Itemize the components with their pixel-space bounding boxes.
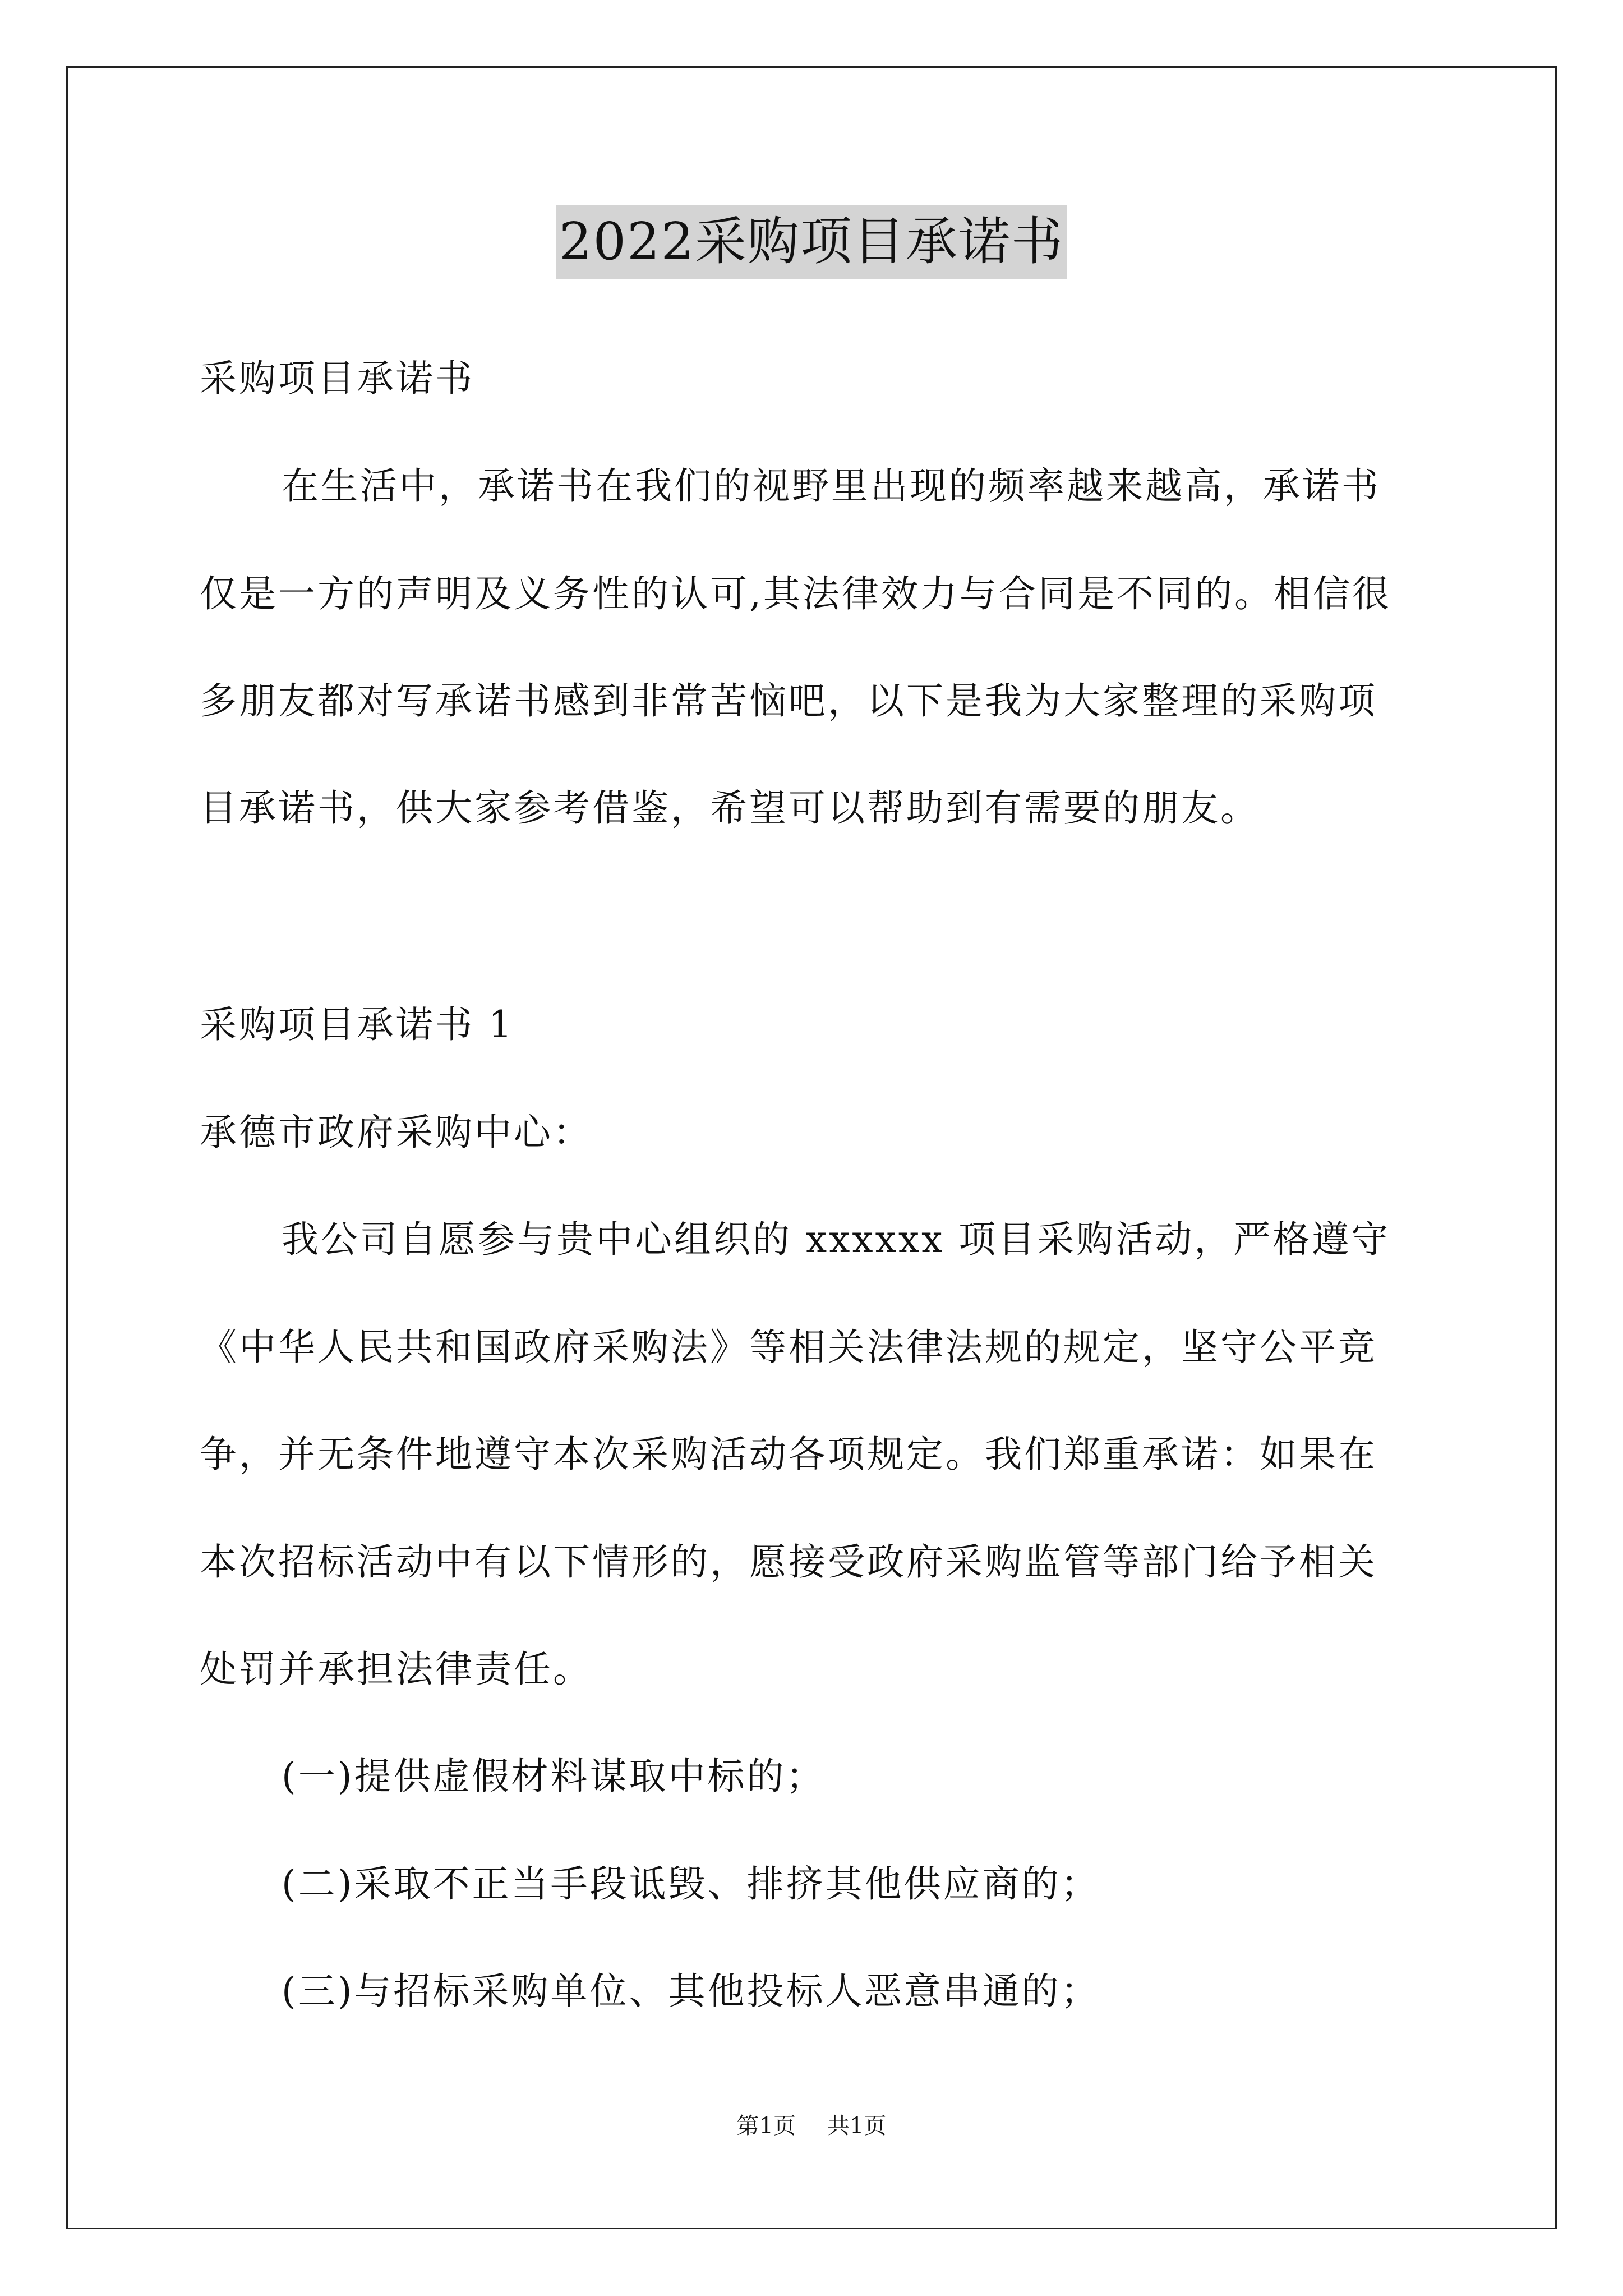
list-item-1: (一)提供虚假材料谋取中标的； bbox=[282, 1755, 826, 1798]
body-line-2: 《中华人民共和国政府采购法》等相关法律法规的规定，坚守公平竞 bbox=[200, 1326, 1377, 1369]
intro-line-4: 目承诺书，供大家参考借鉴，希望可以帮助到有需要的朋友。 bbox=[200, 786, 1260, 830]
addressee: 承德市政府采购中心： bbox=[200, 1111, 592, 1154]
page-total: 共1页 bbox=[827, 2113, 887, 2139]
list-item-2: (二)采取不正当手段诋毁、排挤其他供应商的； bbox=[282, 1862, 1100, 1906]
page-number: 第1页 bbox=[736, 2113, 796, 2139]
title-container bbox=[0, 205, 1623, 279]
body-line-3: 争，并无条件地遵守本次采购活动各项规定。我们郑重承诺：如果在 bbox=[200, 1433, 1377, 1476]
intro-line-3: 多朋友都对写承诺书感到非常苦恼吧，以下是我为大家整理的采购项 bbox=[200, 679, 1377, 723]
body-line-1: 我公司自愿参与贵中心组织的 xxxxxx 项目采购活动，严格遵守 bbox=[282, 1218, 1391, 1261]
document-title: 2022采购项目承诺书 bbox=[556, 205, 1067, 279]
section-heading: 采购项目承诺书 1 bbox=[200, 1003, 514, 1046]
body-line-4: 本次招标活动中有以下情形的，愿接受政府采购监管等部门给予相关 bbox=[200, 1540, 1377, 1584]
page-footer bbox=[0, 2109, 1623, 2143]
subtitle: 采购项目承诺书 bbox=[200, 357, 474, 400]
body-line-5: 处罚并承担法律责任。 bbox=[200, 1648, 592, 1691]
intro-line-2: 仅是一方的声明及义务性的认可,其法律效力与合同是不同的。相信很 bbox=[200, 572, 1391, 615]
intro-line-1: 在生活中，承诺书在我们的视野里出现的频率越来越高，承诺书 bbox=[282, 464, 1381, 508]
list-item-3: (三)与招标采购单位、其他投标人恶意串通的； bbox=[282, 1970, 1100, 2013]
